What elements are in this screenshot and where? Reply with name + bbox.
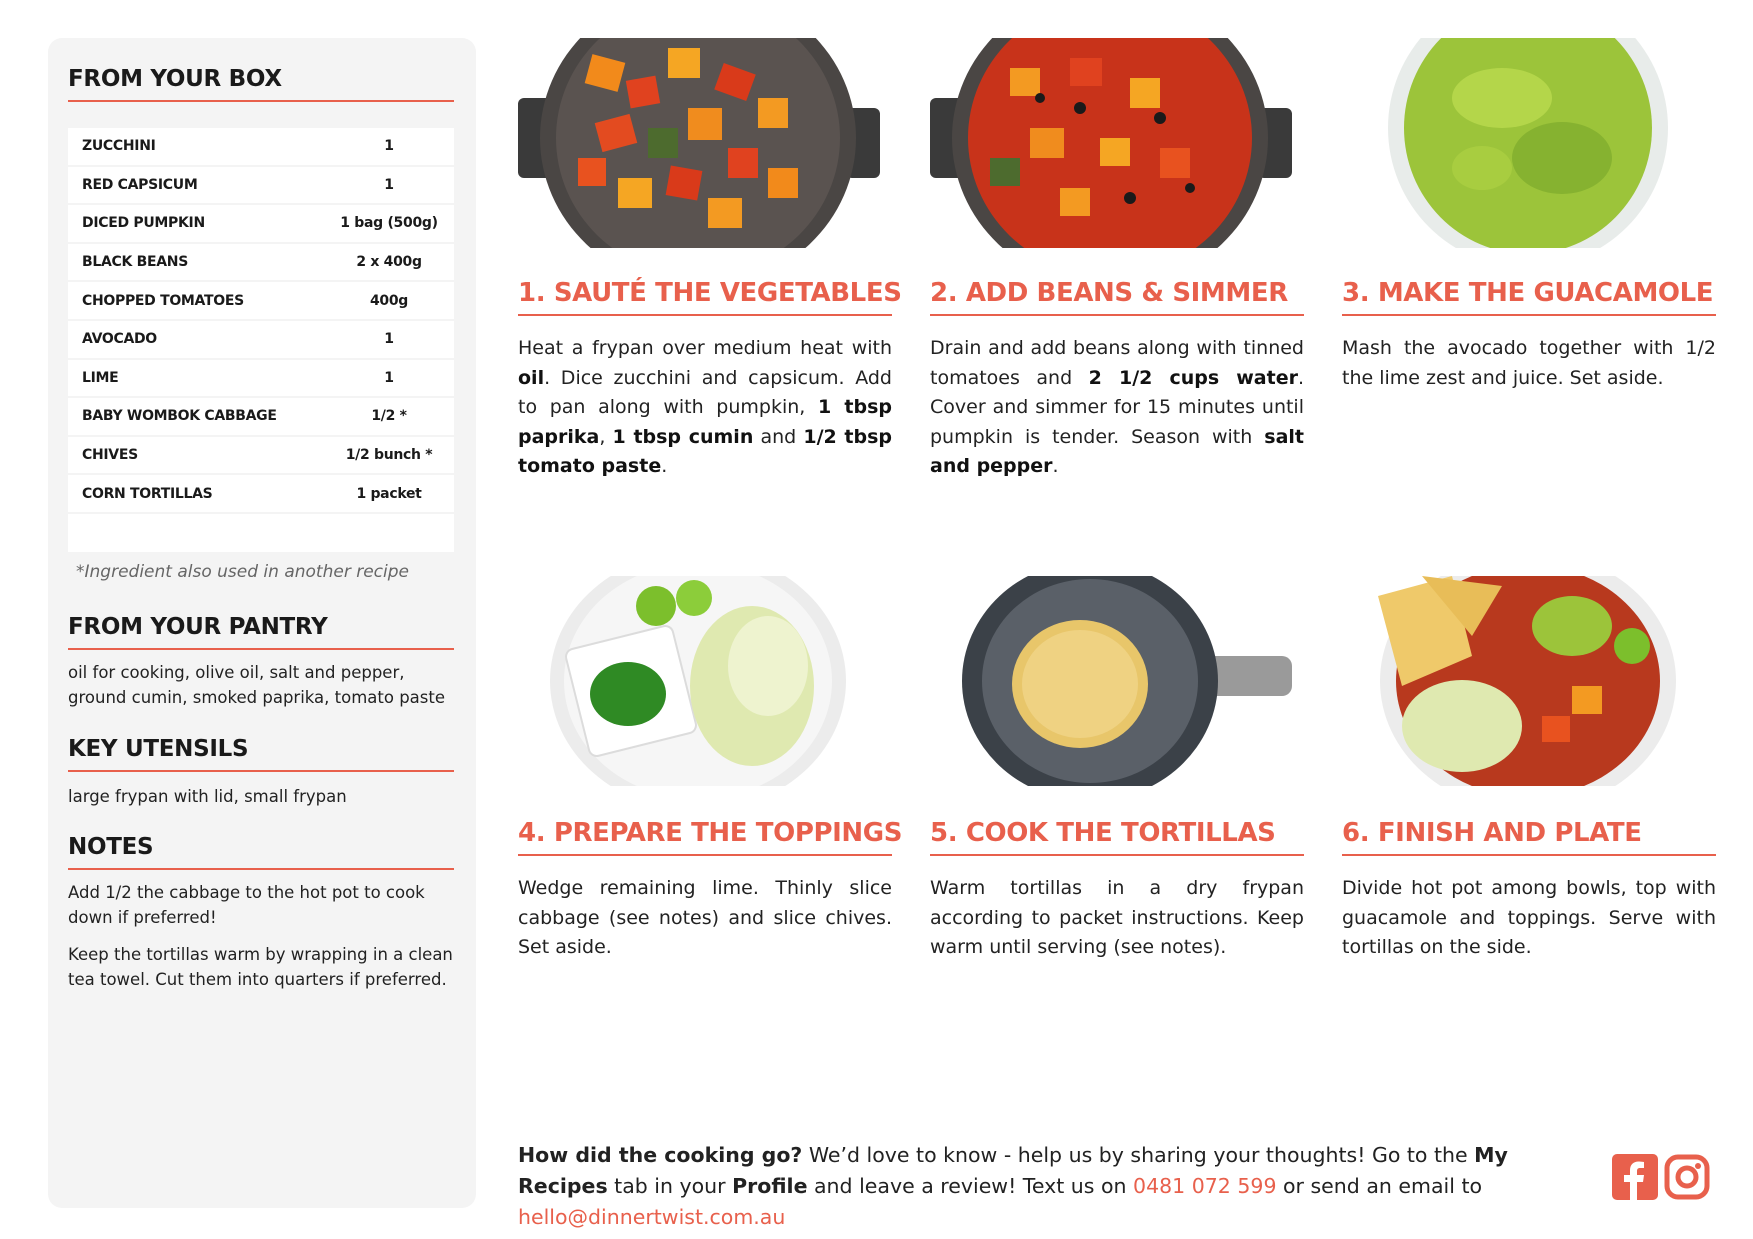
ingredient-name: AVOCADO [82, 331, 157, 348]
step-2-title: 2. ADD BEANS & SIMMER [930, 278, 1304, 316]
pantry-title: FROM YOUR PANTRY [68, 614, 454, 650]
ingredient-name: DICED PUMPKIN [82, 215, 205, 232]
ingredient-qty: 1 [384, 369, 394, 386]
ingredient-name: CORN TORTILLAS [82, 485, 213, 502]
note-2: Keep the tortillas warm by wrapping in a clean tea towel. Cut them into quarters if preferred. [68, 945, 453, 989]
ingredient-name: ZUCCHINI [82, 138, 156, 155]
ingredient-footnote: *Ingredient also used in another recipe [76, 562, 409, 582]
feedback-text-1: We’d love to know - help us by sharing your thoughts! Go to the [802, 1143, 1475, 1167]
ingredient-qty: 1 [384, 138, 394, 155]
step-5-title: 5. COOK THE TORTILLAS [930, 818, 1304, 856]
ingredients-table [68, 128, 454, 552]
ingredient-name: BABY WOMBOK CABBAGE [82, 408, 277, 425]
step-ingredient-bold: 1 tbsp paprika [518, 396, 892, 448]
ingredient-row [68, 321, 454, 360]
ingredient-name: CHOPPED TOMATOES [82, 292, 244, 309]
ingredient-qty: 1/2 bunch * [345, 447, 433, 464]
ingredient-row [68, 437, 454, 476]
phone-link[interactable]: 0481 072 599 [1133, 1174, 1277, 1198]
step-text-part: , [599, 425, 613, 448]
ingredient-row [68, 398, 454, 437]
step-text-part: . Cover and simmer for 15 minutes until pumpkin is tender. Season with [930, 366, 1304, 448]
ingredient-name: CHIVES [82, 447, 138, 464]
step-text-part: . [661, 455, 668, 477]
ingredient-row [68, 244, 454, 283]
step-3-title: 3. MAKE THE GUACAMOLE [1342, 278, 1716, 316]
step-text-part: Heat a frypan over medium heat with [518, 337, 892, 359]
ingredient-row [68, 167, 454, 206]
ingredient-row [68, 360, 454, 399]
step-ingredient-bold: oil [518, 366, 545, 389]
notes-title: NOTES [68, 834, 454, 870]
step-text-part: Wedge remaining lime. Thinly slice cabbage (see notes) and slice chives. Set aside. [518, 877, 892, 958]
step-ingredient-bold: 2 1/2 cups water [1088, 366, 1298, 389]
ingredient-row [68, 282, 454, 321]
finished-bowl-photo [1342, 576, 1704, 786]
profile-link[interactable]: Profile [732, 1174, 808, 1198]
note-1: Add 1/2 the cabbage to the hot pot to cook down if preferred! [68, 883, 425, 927]
step-4-text [518, 874, 892, 963]
ingredient-row [68, 205, 454, 244]
guacamole-bowl-photo [1342, 38, 1704, 248]
ingredient-name: RED CAPSICUM [82, 176, 198, 193]
feedback-text-3: and leave a review! Text us on [807, 1174, 1134, 1198]
ingredients-sidebar [48, 38, 476, 1208]
ingredient-qty: 2 x 400g [356, 254, 422, 271]
step-text-part: Mash the avocado together with 1/2 the lime zest and juice. Set aside. [1342, 337, 1716, 389]
my-recipes-link[interactable]: My Recipes [518, 1143, 1508, 1198]
step-text-part: . [1052, 455, 1059, 477]
step-ingredient-bold: 1/2 tbsp tomato paste [518, 425, 893, 477]
step-text-part: Divide hot pot among bowls, top with guacamole and toppings. Serve with tortillas on the side. [1342, 877, 1716, 958]
step-1-title: 1. SAUTÉ THE VEGETABLES [518, 278, 892, 316]
ingredient-qty: 1 [384, 176, 394, 193]
step-4-title: 4. PREPARE THE TOPPINGS [518, 818, 892, 856]
utensils-title: KEY UTENSILS [68, 736, 454, 772]
utensils-text: large frypan with lid, small frypan [68, 787, 347, 806]
feedback-question: How did the cooking go? [518, 1143, 803, 1167]
step-text-part: Drain and add beans along with tinned tomatoes and [930, 337, 1304, 389]
step-5-text [930, 874, 1304, 963]
ingredient-qty: 400g [369, 292, 409, 309]
ingredient-name: LIME [82, 369, 119, 386]
ingredient-qty: 1 [384, 331, 394, 348]
ingredient-qty: 1 packet [356, 485, 422, 502]
facebook-icon[interactable] [1612, 1154, 1658, 1200]
step-ingredient-bold: 1 tbsp cumin [612, 425, 754, 448]
ingredient-qty: 1/2 * [371, 408, 407, 425]
step-1-text [518, 334, 892, 482]
ingredient-name: BLACK BEANS [82, 254, 188, 271]
instagram-icon[interactable] [1664, 1154, 1710, 1200]
pantry-text: oil for cooking, olive oil, salt and pepper, ground cumin, smoked paprika, tomato paste [68, 663, 446, 707]
pot-vegetables-photo [518, 38, 880, 248]
frypan-tortilla-photo [930, 576, 1292, 786]
from-your-box-title: FROM YOUR BOX [68, 66, 454, 102]
ingredient-row [68, 475, 454, 514]
step-6-title: 6. FINISH AND PLATE [1342, 818, 1716, 856]
feedback-text-4: or send an email to [1276, 1174, 1483, 1198]
step-6-text [1342, 874, 1716, 963]
ingredient-row [68, 128, 454, 167]
pot-stew-photo [930, 38, 1292, 248]
step-text-part: and [753, 425, 804, 448]
step-2-text [930, 334, 1304, 482]
step-text-part: Warm tortillas in a dry frypan according to packet instructions. Keep warm until serving (see notes). [930, 877, 1304, 958]
feedback-footer [518, 1140, 1578, 1233]
ingredient-qty: 1 bag (500g) [340, 215, 438, 232]
feedback-text-2: tab in your [607, 1174, 733, 1198]
step-ingredient-bold: salt and pepper [930, 425, 1304, 477]
toppings-plate-photo [518, 576, 880, 786]
step-text-part: . Dice zucchini and capsicum. Add to pan along with pumpkin, [518, 366, 892, 418]
step-3-text [1342, 334, 1716, 393]
email-link[interactable]: hello@dinnertwist.com.au [518, 1205, 786, 1229]
